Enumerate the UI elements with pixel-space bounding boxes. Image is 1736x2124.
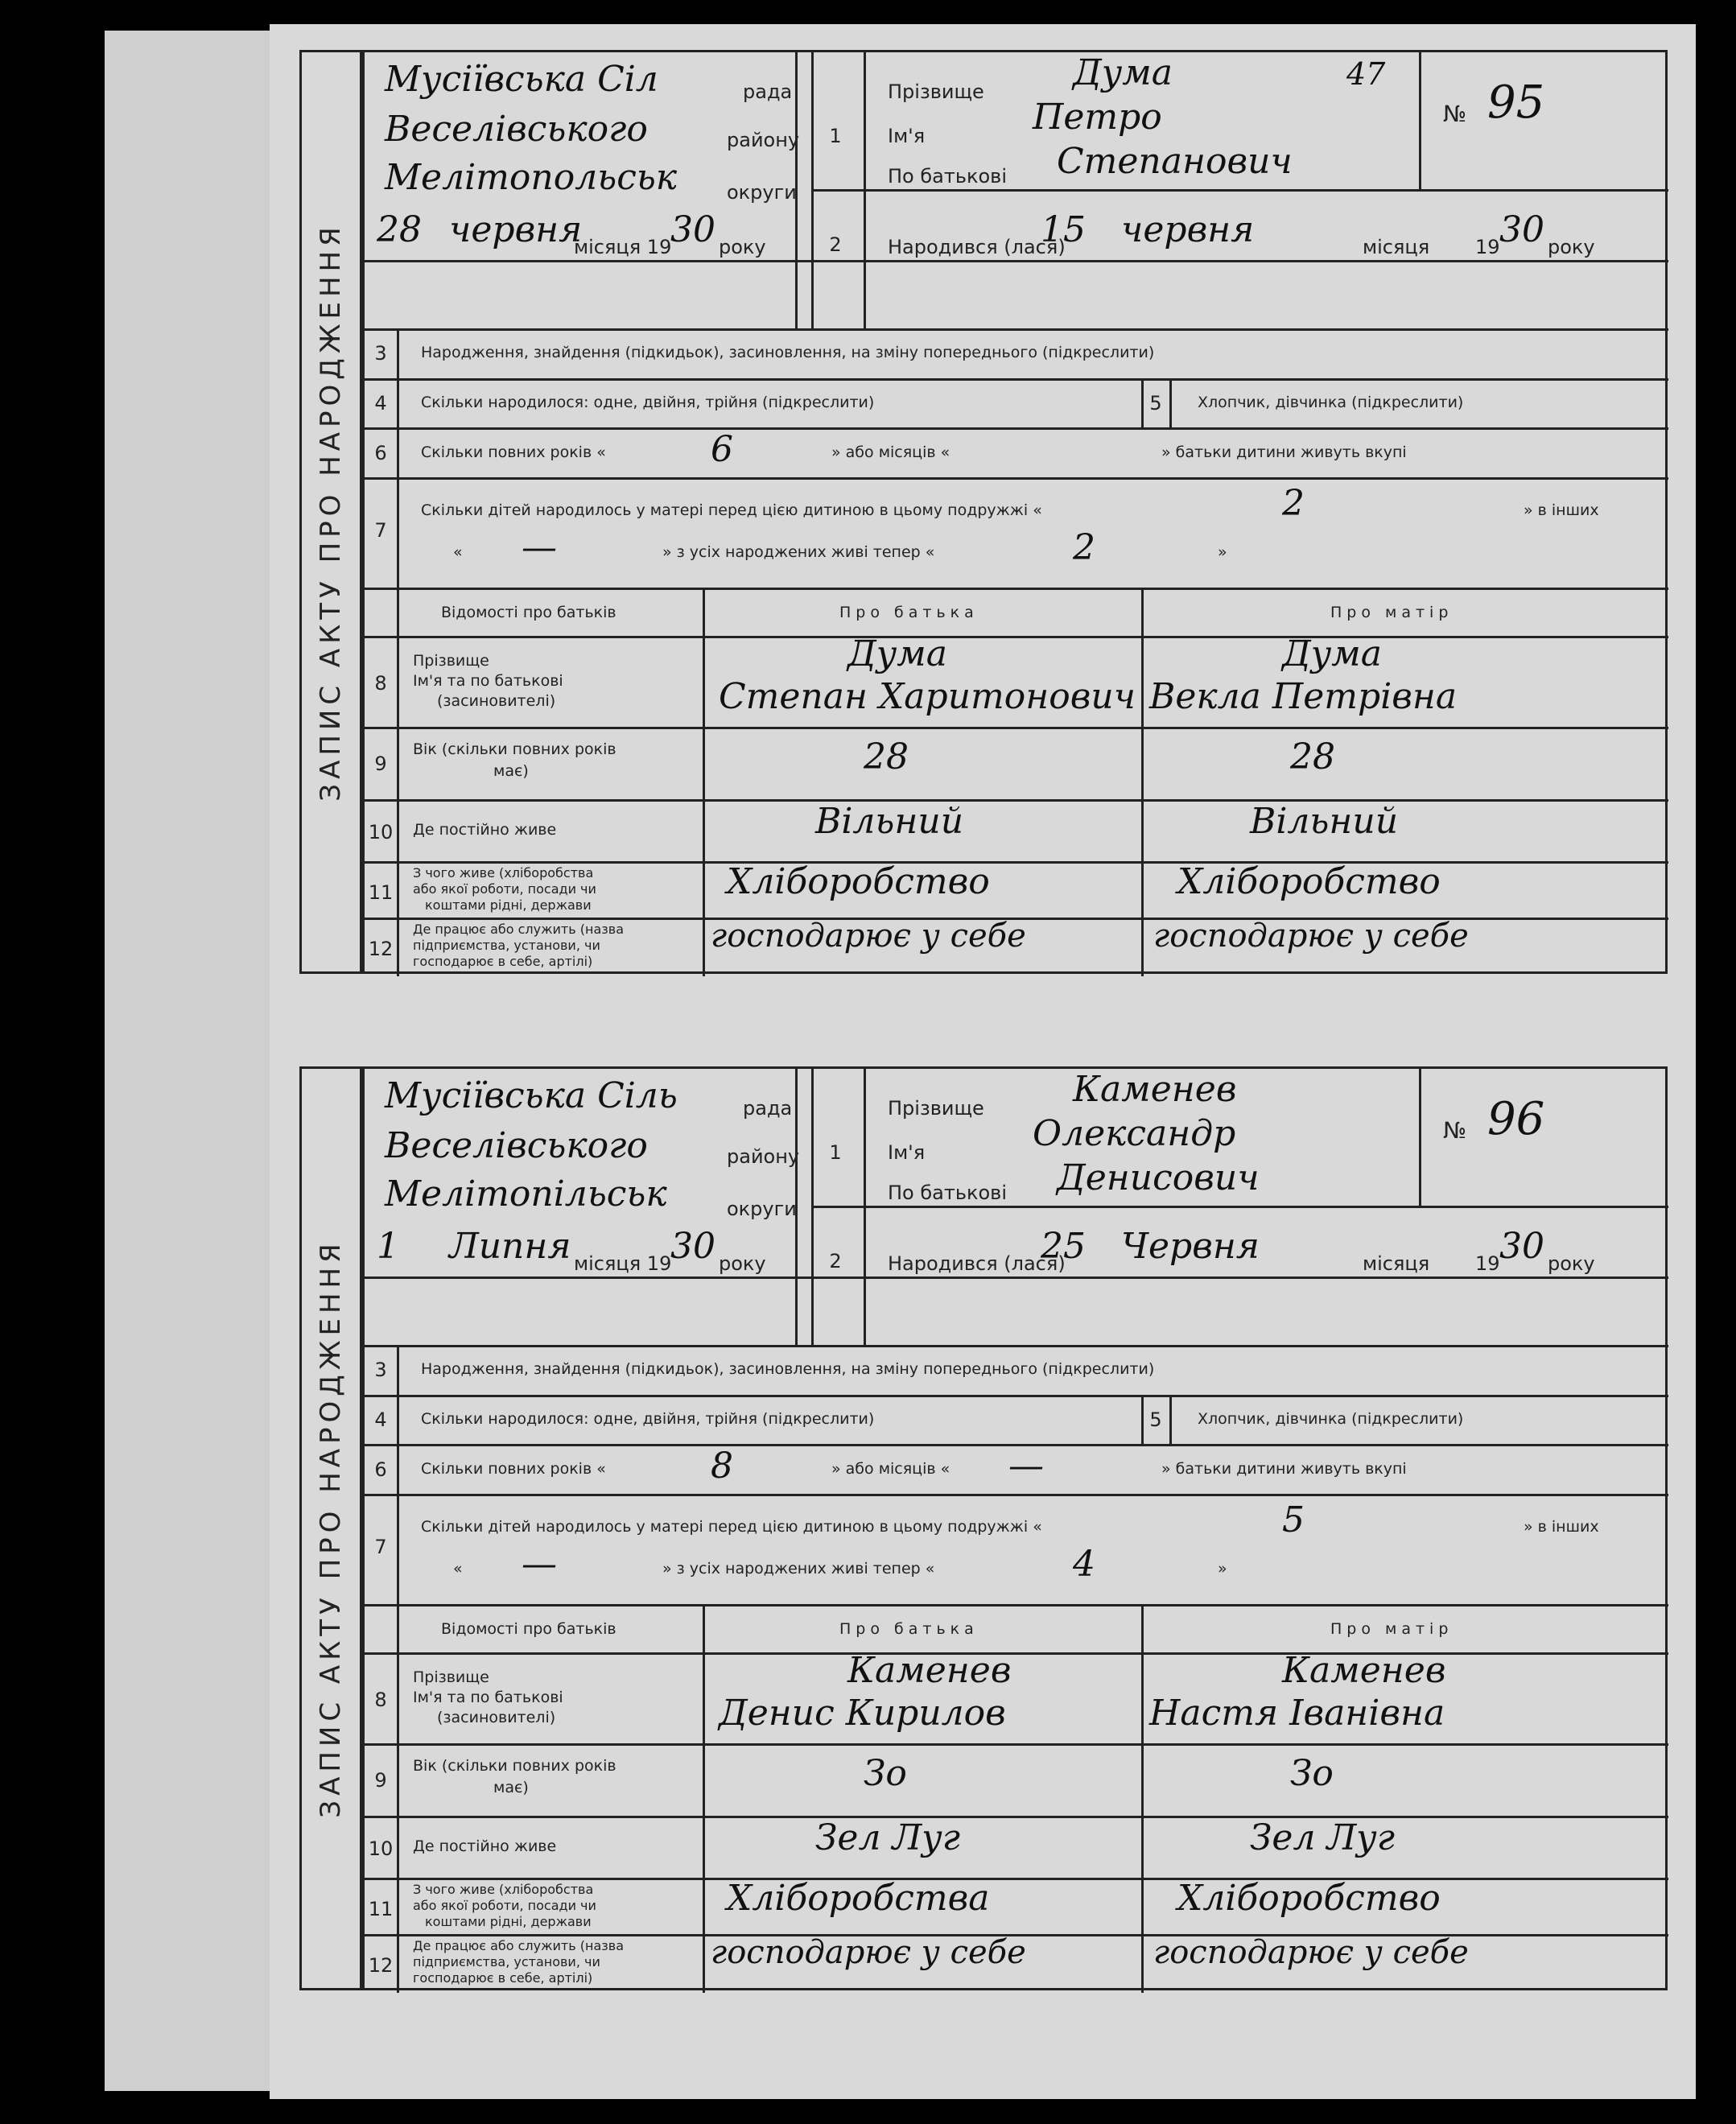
form-rule (1419, 52, 1421, 189)
registration-day: 28 (377, 209, 422, 250)
mother-work: господарює у себе (1153, 918, 1469, 955)
form-rule (703, 588, 705, 976)
child-surname: Каменев (1073, 1069, 1237, 1110)
row6-label: Скільки повних років « (421, 443, 606, 461)
record-number-label: № (1443, 101, 1467, 127)
patronymic-label: По батькові (888, 165, 1007, 188)
form-rule (365, 799, 1668, 802)
row11-label-1: З чого живе (хліборобства (413, 865, 594, 881)
row5-text: Хлопчик, дівчинка (підкреслити) (1198, 394, 1464, 411)
district-handwritten: Веселівського (385, 109, 648, 150)
council-handwritten: Мусіївська Сіль (385, 1075, 678, 1116)
form-rule (365, 636, 1668, 638)
child-name: Петро (1033, 97, 1162, 138)
row12-label-1: Де працює або служить (назва (413, 922, 625, 937)
row12-label-3: господарює в себе, артілі) (413, 1970, 593, 1986)
born-year: 30 (1499, 1226, 1544, 1267)
row6-tail: » батьки дитини живуть вкупі (1161, 443, 1407, 461)
born-year-label: року (1548, 236, 1595, 258)
row7-open-quote: « (453, 1560, 463, 1578)
form-rule (365, 1743, 1668, 1746)
row6-months-label: » або місяців « (831, 1460, 950, 1478)
born-label: Народився (лася) (888, 1252, 1066, 1275)
birth-record-96 (299, 1066, 1668, 1990)
row11-label-3: коштами рідні, держави (425, 897, 592, 913)
okrug-handwritten: Мелітопольськ (385, 157, 678, 198)
father-work: господарює у себе (711, 918, 1026, 955)
form-rule (365, 1395, 1668, 1397)
patronymic-label: По батькові (888, 1182, 1007, 1204)
registration-month-label: місяця 19 (574, 236, 672, 258)
row8-label-adoptive: (засиновителі) (437, 692, 556, 710)
father-work: господарює у себе (711, 1934, 1026, 1971)
mother-residence: Вільний (1250, 801, 1399, 842)
council-label: рада (743, 80, 793, 103)
okrug-handwritten: Мелітопільськ (385, 1173, 667, 1215)
row6-label: Скільки повних років « (421, 1460, 606, 1478)
row11-label-2: або якої роботи, посади чи (413, 1898, 596, 1913)
record-number: 95 (1487, 76, 1545, 129)
father-occupation: Хліборобства (727, 1878, 990, 1919)
row6-months-label: » або місяців « (831, 443, 950, 461)
row6-years: 8 (711, 1446, 733, 1487)
record-side-title: ЗАПИС АКТУ ПРО НАРОДЖЕННЯ (299, 1066, 362, 1990)
form-rule (811, 189, 1668, 192)
row11-label-1: З чого живе (хліборобства (413, 1882, 594, 1897)
registration-year: 30 (670, 1226, 715, 1267)
father-name: Денис Кирилов (719, 1693, 1006, 1734)
father-residence: Вільний (815, 801, 964, 842)
registration-year-label: року (719, 236, 766, 258)
okrug-label: округи (727, 1198, 797, 1220)
registration-month: червня (449, 209, 583, 250)
form-rule (365, 1652, 1668, 1655)
row7-other-label: » в інших (1524, 501, 1599, 519)
row8-label-surname: Прізвище (413, 1668, 489, 1686)
mother-name: Настя Іванівна (1149, 1693, 1445, 1734)
row-number: 8 (374, 672, 387, 695)
father-age: Зо (864, 1753, 907, 1794)
row7-alive: 2 (1073, 527, 1095, 568)
surname-label: Прізвище (888, 80, 984, 103)
row-number: 2 (829, 233, 842, 256)
form-rule (1141, 1604, 1144, 1993)
row7-close-quote: » (1218, 1560, 1227, 1578)
row-number: 8 (374, 1689, 387, 1711)
mother-occupation: Хліборобство (1177, 1878, 1441, 1919)
row8-label-surname: Прізвище (413, 652, 489, 670)
row-number: 5 (1149, 1408, 1162, 1431)
row5-text: Хлопчик, дівчинка (підкреслити) (1198, 1410, 1464, 1428)
name-label: Ім'я (888, 1141, 926, 1164)
form-rule (365, 1604, 1668, 1606)
row12-label-2: підприємства, установи, чи (413, 938, 600, 953)
row-number: 7 (374, 1536, 387, 1558)
district-label: району (727, 1145, 800, 1168)
row4-text: Скільки народилося: одне, двійня, трійня (підкреслити) (421, 1410, 875, 1428)
father-header: Про батька (839, 1620, 979, 1638)
row3-text: Народження, знайдення (підкидьок), засиновлення, на зміну попереднього (підкреслити) (421, 344, 1155, 361)
row7-open-quote: « (453, 543, 463, 561)
corner-note: 47 (1346, 56, 1386, 92)
paper-edge (105, 31, 283, 2091)
row-number: 3 (374, 342, 387, 365)
record-form (362, 50, 1668, 974)
row12-label-1: Де працює або служить (назва (413, 1938, 625, 1953)
father-age: 28 (864, 736, 909, 777)
row-number: 12 (368, 1954, 394, 1977)
father-residence: Зел Луг (815, 1817, 960, 1858)
row11-label-3: коштами рідні, держави (425, 1914, 592, 1929)
born-month: червня (1121, 209, 1255, 250)
parents-header: Відомості про батьків (441, 1620, 616, 1638)
form-rule (365, 588, 1668, 590)
row-number: 10 (368, 821, 394, 843)
row8-label-name: Ім'я та по батькові (413, 1689, 563, 1706)
form-rule (864, 52, 866, 328)
born-year-prefix: 19 (1475, 236, 1500, 258)
form-rule (365, 260, 1668, 262)
born-year-label: року (1548, 1252, 1595, 1275)
row12-label-2: підприємства, установи, чи (413, 1954, 600, 1969)
row6-tail: » батьки дитини живуть вкупі (1161, 1460, 1407, 1478)
row12-label-3: господарює в себе, артілі) (413, 954, 593, 969)
row6-months: — (1008, 1446, 1044, 1487)
row10-label: Де постійно живе (413, 1837, 557, 1855)
row7-alive-label: » з усіх народжених живі тепер « (662, 1560, 935, 1578)
row3-text: Народження, знайдення (підкидьок), засиновлення, на зміну попереднього (підкреслити) (421, 1360, 1155, 1378)
row7-prior-children: 2 (1282, 483, 1305, 524)
born-label: Народився (лася) (888, 236, 1066, 258)
record-number: 96 (1487, 1093, 1545, 1145)
row7-close-quote: » (1218, 543, 1227, 561)
child-surname: Дума (1073, 52, 1173, 93)
row-number: 12 (368, 938, 394, 960)
row4-text: Скільки народилося: одне, двійня, трійня (підкреслити) (421, 394, 875, 411)
born-month-label: місяця (1363, 1252, 1430, 1275)
child-patronymic: Степанович (1057, 141, 1293, 182)
council-handwritten: Мусіївська Сіл (385, 59, 658, 100)
form-rule (365, 427, 1668, 430)
form-rule (365, 1816, 1668, 1818)
row7-label: Скільки дітей народилось у матері перед цією дитиною в цьому подружжі « (421, 501, 1042, 519)
row6-years: 6 (711, 429, 733, 470)
row-number: 4 (374, 1408, 387, 1431)
mother-occupation: Хліборобство (1177, 861, 1441, 902)
row-number: 5 (1149, 392, 1162, 414)
born-year: 30 (1499, 209, 1544, 250)
row7-other-label: » в інших (1524, 1518, 1599, 1536)
mother-header: Про матір (1330, 604, 1454, 621)
row7-label: Скільки дітей народилось у матері перед цією дитиною в цьому подружжі « (421, 1518, 1042, 1536)
father-surname: Каменев (847, 1650, 1012, 1691)
form-rule (397, 328, 399, 976)
mother-surname: Дума (1282, 633, 1383, 674)
registration-year: 30 (670, 209, 715, 250)
row7-other: — (522, 527, 557, 568)
registration-month: Липня (449, 1226, 571, 1267)
row-number: 2 (829, 1250, 842, 1272)
row-number: 4 (374, 392, 387, 414)
form-rule (365, 861, 1668, 864)
registration-year-label: року (719, 1252, 766, 1275)
row9-label-age: Вік (скільки повних років (413, 1757, 616, 1775)
district-handwritten: Веселівського (385, 1125, 648, 1166)
form-rule (365, 727, 1668, 729)
father-surname: Дума (847, 633, 948, 674)
form-rule (365, 1276, 1668, 1279)
registration-month-label: місяця 19 (574, 1252, 672, 1275)
row8-label-name: Ім'я та по батькові (413, 672, 563, 690)
form-rule (365, 328, 1668, 331)
form-rule (365, 1878, 1668, 1880)
child-patronymic: Денисович (1057, 1157, 1260, 1198)
record-form (362, 1066, 1668, 1990)
row8-label-adoptive: (засиновителі) (437, 1709, 556, 1726)
council-label: рада (743, 1097, 793, 1120)
form-rule (397, 1345, 399, 1993)
parents-header: Відомості про батьків (441, 604, 616, 621)
born-day: 15 (1041, 209, 1086, 250)
row-number: 1 (829, 1141, 842, 1164)
row-number: 10 (368, 1837, 394, 1860)
form-rule (864, 1069, 866, 1345)
birth-record-95 (299, 50, 1668, 974)
row9-label-age: Вік (скільки повних років (413, 740, 616, 758)
row7-prior-children: 5 (1282, 1499, 1305, 1540)
mother-surname: Каменев (1282, 1650, 1446, 1691)
form-rule (365, 1345, 1668, 1347)
row-number: 6 (374, 442, 387, 464)
born-month: Червня (1121, 1226, 1260, 1267)
row-number: 6 (374, 1458, 387, 1481)
father-name: Степан Харитонович (719, 676, 1136, 717)
district-label: району (727, 129, 800, 151)
name-label: Ім'я (888, 125, 926, 147)
mother-header: Про матір (1330, 1620, 1454, 1638)
mother-name: Векла Петрівна (1149, 676, 1458, 717)
row11-label-2: або якої роботи, посади чи (413, 881, 596, 897)
form-rule (703, 1604, 705, 1993)
child-name: Олександр (1033, 1113, 1236, 1154)
row-number: 9 (374, 753, 387, 775)
surname-label: Прізвище (888, 1097, 984, 1120)
row9-label-has: має) (493, 762, 529, 780)
mother-age: Зо (1290, 1753, 1334, 1794)
row7-other: — (522, 1544, 557, 1585)
father-occupation: Хліборобство (727, 861, 990, 902)
record-side-title: ЗАПИС АКТУ ПРО НАРОДЖЕННЯ (299, 50, 362, 974)
row-number: 9 (374, 1769, 387, 1792)
form-rule (1141, 588, 1144, 976)
row7-alive-label: » з усіх народжених живі тепер « (662, 543, 935, 561)
row-number: 7 (374, 519, 387, 542)
mother-residence: Зел Луг (1250, 1817, 1395, 1858)
row-number: 1 (829, 125, 842, 147)
row-number: 3 (374, 1359, 387, 1381)
form-rule (811, 1206, 1668, 1208)
row9-label-has: має) (493, 1779, 529, 1796)
okrug-label: округи (727, 181, 797, 204)
registration-day: 1 (377, 1226, 399, 1267)
born-year-prefix: 19 (1475, 1252, 1500, 1275)
born-day: 25 (1041, 1226, 1086, 1267)
row-number: 11 (368, 881, 394, 904)
row7-alive: 4 (1073, 1544, 1095, 1585)
row10-label: Де постійно живе (413, 821, 557, 839)
form-rule (365, 378, 1668, 381)
mother-age: 28 (1290, 736, 1335, 777)
form-rule (1419, 1069, 1421, 1206)
form-rule (365, 477, 1668, 480)
record-number-label: № (1443, 1117, 1467, 1144)
mother-work: господарює у себе (1153, 1934, 1469, 1971)
form-rule (365, 1494, 1668, 1496)
born-month-label: місяця (1363, 236, 1430, 258)
father-header: Про батька (839, 604, 979, 621)
row-number: 11 (368, 1898, 394, 1920)
